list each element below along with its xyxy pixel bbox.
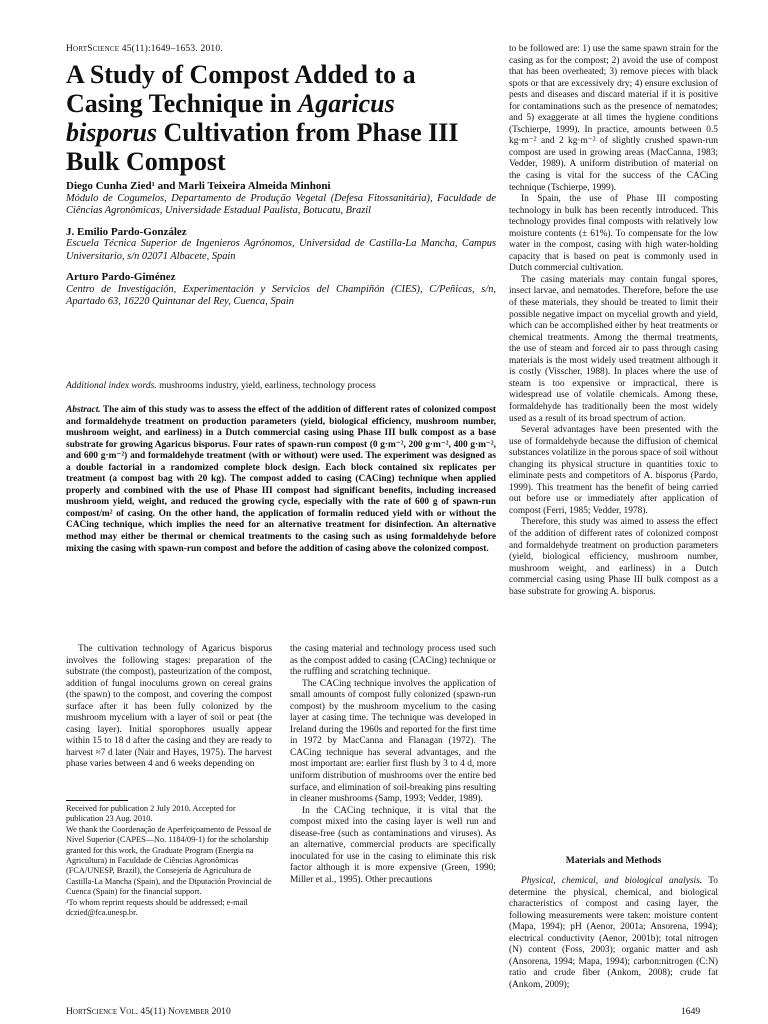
journal-citation: HortScience 45(11):1649–1653. 2010.	[66, 44, 223, 54]
author-name: J. Emilio Pardo-González	[66, 225, 187, 238]
index-words-text: mushrooms industry, yield, earliness, technology process	[159, 381, 376, 391]
body-paragraph: The cultivation technology of Agaricus bisporus involves the following stages: preparation of the substrate (the compost), pasteurization of the compost, addition of fungal inoculums grown on cereal grains (the spawn) to the compost, and covering the compost surface after it has been fully colonized by the mushroom mycelium with a layer of soil or peat (the casing layer). Initial sporophores usually appear within 15 to 18 d after the casing and they are ready to harvest ≈7 d later (Nair and Hayes, 1975). The harvest phase varies between 4 and 6 weeks depending on	[66, 644, 272, 770]
methods-text	[509, 876, 718, 991]
body-column-1	[66, 644, 272, 771]
body-column-3	[509, 44, 718, 598]
subsection-lead: Physical, chemical, and biological analysis.	[521, 876, 703, 886]
author-block	[66, 271, 496, 309]
author-affiliation: Escuela Técnica Superior de Ingenieros Agrónomos, Universidad de Castilla-La Mancha, Campus Universitario, s/n 02071 Albacete, Spain	[66, 238, 496, 262]
article-title	[66, 60, 466, 176]
footnote: Received for publication 2 July 2010. Accepted for publication 23 Aug. 2010.	[66, 804, 236, 824]
body-paragraph: The casing materials may contain fungal spores, insect larvae, and nematodes. Therefore, before the use of these materials, they should be treated to limit their possible negative impact on mycelial growth and yield, which can be accomplished either by heat treatments or chemical treatments. Among the thermal treatments, the use of steam and forced air to pass through casing materials is the most widely used treatment although it is costly (Visscher, 1988). In places where the use of steam is too expensive or impractical, there is widespread use of volatile chemicals. Among these, formaldehyde has traditionally been the most widely used as a result of its broad spectrum of action.	[509, 274, 718, 424]
section-heading: Materials and Methods	[565, 855, 662, 866]
author-affiliation: Módulo de Cogumelos, Departamento de Produção Vegetal (Defesa Fitossanitária), Faculdade de Ciências Agronômicas, Universidade Estadual Paulista, Botucatu, Brazil	[66, 192, 496, 216]
body-paragraph: Therefore, this study was aimed to assess the effect of the addition of different rates of colonized compost and formaldehyde treatment on production parameters (yield, biological efficiency, mushroom number, mushroom weight, and earliness) in a Dutch commercial casing using Phase III bulk compost as a base substrate for growing A. bisporus.	[509, 517, 718, 597]
author-affiliation: Centro de Investigación, Experimentación y Servicios del Champiñón (CIES), C/Peñicas, s/n, Apartado 63, 16220 Quintanar del Rey, Cuenca, Spain	[66, 283, 496, 307]
footnote-rule	[66, 800, 128, 801]
title-text: A Study of Compost Added to a Casing Technique in	[66, 60, 416, 118]
abstract	[66, 405, 496, 555]
footnote: We thank the Coordenação de Aperfeiçoamento de Pessoal de Nível Superior (CAPES—No. 1184/09-1) for the scholarship granted for this work, the Graduate Program (Energia na Agricultura) in Faculdade de Ciências Agronômicas (FCA/UNESP, Brazil), the Consejería de Agricultura de Castilla-La Mancha (Spain), and the Diputación Provincial de Cuenca (Spain) for the financial support.	[66, 824, 272, 897]
footnotes	[66, 800, 272, 918]
author-block	[66, 226, 496, 264]
body-paragraph: The CACing technique involves the application of small amounts of compost fully colonized (spawn-run compost) by the mushroom mycelium to the casing layer at casing time. The technique was developed in Ireland during the 1960s and reported for the first time in 1972 by MacCanna and Flanagan (1972). The CACing technique has several advantages, and the most important are: earlier first flush by 3 to 4 d, more uniform distribution of mushrooms over the entire bed surface, and elimination of soil-breaking pins resulting in cleaner mushrooms (Samp, 1993; Vedder, 1989).	[290, 678, 496, 805]
footer-journal: HortScience Vol. 45(11) November 2010	[66, 1006, 231, 1017]
author-name: Arturo Pardo-Giménez	[66, 271, 176, 283]
body-paragraph: the casing material and technology process used such as the compost added to casing (CACing) technique or the ruffling and scratching technique.	[290, 644, 496, 678]
author-name: Diego Cunha Zied¹ and Marli Teixeira Almeida Minhoni	[66, 180, 331, 192]
title-text-end: Cultivation from Phase III Bulk Compost	[66, 118, 459, 176]
page-number: 1649	[681, 1006, 701, 1017]
body-paragraph: Several advantages have been presented with the use of formaldehyde because the diffusion of chemical substances volatilize in the porous space of soil without changing its physical structure in quantities toxic to eliminate pests and competitors of A. bisporus (Pardo, 1999). This treatment has the benefit of being carried out before use or immediately after application of compost (Ferri, 1985; Vedder, 1978).	[509, 425, 718, 516]
body-paragraph	[509, 876, 718, 991]
methods-paragraph: To determine the physical, chemical, and biological characteristics of compost and casing layer, the following measurements were taken: moisture content (Mapa, 1994); pH (Aenor, 2001a; Ansorena, 1994); electrical conductivity (Aenor, 2001b); total nitrogen (N) content (Foss, 2003); organic matter and ash (Ansorena, 1994; Mapa, 1994); carbon:nitrogen (C:N) ratio and crude fiber (Ankom, 2008); crude fat (Ankom, 2009);	[509, 876, 718, 990]
title-species: Agaricus bisporus	[66, 89, 395, 147]
abstract-text: The aim of this study was to assess the effect of the addition of different rates of colonized compost and formaldehyde treatment on production parameters (yield, biological efficiency, mushroom number, mushroom weight, and earliness) in a Dutch commercial casing using Phase III bulk compost as a base substrate for growing Agaricus bisporus. Four rates of spawn-run compost (0 g·m⁻², 200 g·m⁻², 400 g·m⁻², and 600 g·m⁻²) and formaldehyde treatment (with or without) were used. The experiment was designed as a double factorial in a randomized complete block design. Each block contained six replicates per treatment (a compost bag with 20 kg). The compost added to casing (CACing) technique when applied properly and combined with the use of Phase III compost had significant benefits, including increased mushroom yield, weight, and reduced the growing cycle, especially with the rate of 600 g of spawn-run compost/m² of casing. On the other hand, the application of formalin reduced yield with or without the CACing technique, which implies the need for an alternative treatment for disinfection. An alternative method may either be thermal or chemical treatments to the casing such as using formaldehyde before mixing the casing with spawn-run compost and before the addition of casing above the colonized compost.	[66, 405, 496, 554]
body-paragraph: In the CACing technique, it is vital that the compost mixed into the casing layer is well run and disease-free (such as contaminations and viruses). As an alternative, commercial products are specifically inoculated for use in the casing to eliminate this risk factor although it is more expensive (Green, 1990; Miller et al., 1995). Other precautions	[290, 805, 496, 885]
author-list	[66, 180, 496, 317]
abstract-label: Abstract.	[66, 405, 101, 415]
index-words-label: Additional index words.	[66, 381, 157, 391]
footnote: ¹To whom reprint requests should be addressed; e-mail dczied@fca.unesp.br.	[66, 897, 248, 918]
index-words	[66, 381, 496, 391]
body-paragraph: to be followed are: 1) use the same spawn strain for the casing as for the compost; 2) avoid the use of compost that has been overheated; 3) remove pieces with black spots or that are excessively dry; 4) ensure exclusion of pests and diseases and discard material if it is positive for contaminations such as the presence of nematodes; and 5) exaggerate at all times the hygiene conditions (Tschierpe, 1999). In practice, amounts between 0.5 kg·m⁻² and 2 kg·m⁻² of slightly crushed spawn-run compost are used in growing areas (MacCanna, 1983; Vedder, 1989). A uniform distribution of material on the casing is vital for the success of the CACing technique (Tschierpe, 1999).	[509, 44, 718, 193]
body-paragraph: In Spain, the use of Phase III composting technology in bulk has been recently introduced. This technology provides final composts with relatively low moisture contents (± 61%). To compensate for the low water in the compost, casing with high water-holding capacity that is based on peat is commonly used in Dutch commercial cultivation.	[509, 194, 718, 274]
body-column-2	[290, 644, 496, 886]
author-block	[66, 180, 496, 218]
